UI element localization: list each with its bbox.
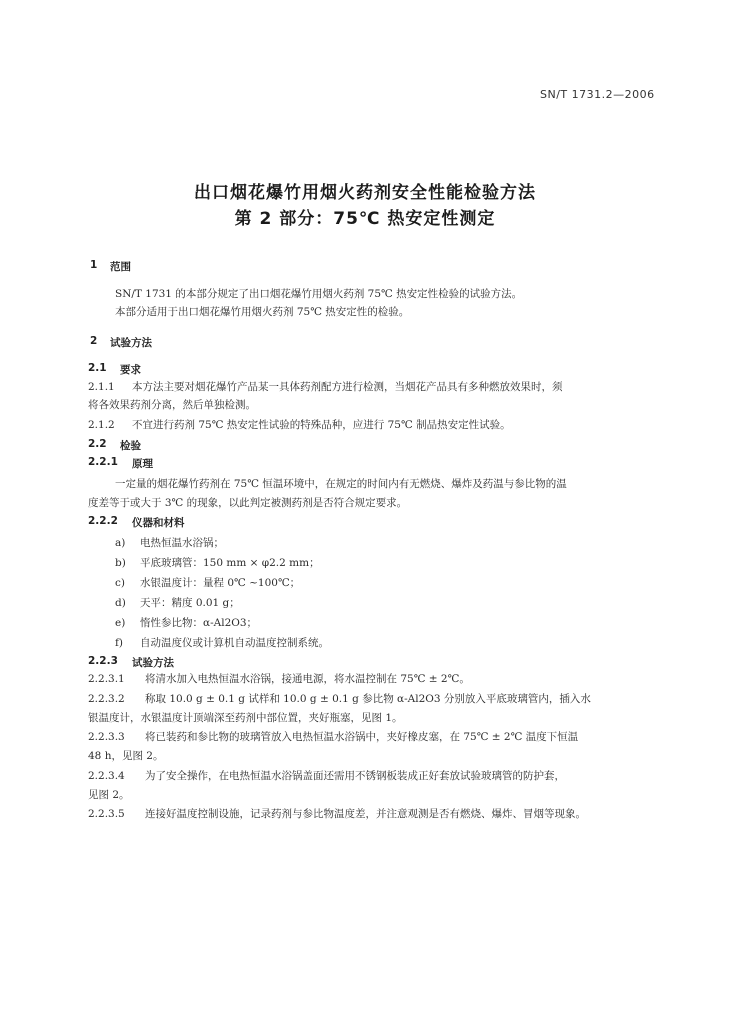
list-item: 平底玻璃管：150 mm × φ2.2 mm； [140,557,320,569]
clause-2-1-1-number: 2.1.1 [88,381,115,393]
clause-2-1-2-text: 不宜进行药剂 75℃ 热安定性试验的特殊品种，应进行 75℃ 制品热安定性试验。 [132,419,511,431]
section-1-paragraph-1: SN/T 1731 的本部分规定了出口烟花爆竹用烟火药剂 75℃ 热安定性检验的试验方法。 [115,288,523,300]
clause-2-2-3-1-text: 将清水加入电热恒温水浴锅，接通电源，将水温控制在 75℃ ± 2℃。 [145,673,470,685]
list-item-mark: d) [115,597,126,609]
clause-2-2-3-3-line-2: 48 h，见图 2。 [88,750,164,762]
section-1-number: 1 [90,259,98,271]
clause-2-1-2-number: 2.1.2 [88,419,115,431]
clause-2-2-2-number: 2.2.2 [88,515,118,527]
clause-2-2-3-5-number: 2.2.3.5 [88,808,125,820]
clause-2-1-1-line-1: 本方法主要对烟花爆竹产品某一具体药剂配方进行检测，当烟花产品具有多种燃放效果时，须 [132,381,563,393]
clause-2-2-3-number: 2.2.3 [88,655,118,667]
list-item-mark: e) [115,617,126,629]
clause-2-2-3-4-number: 2.2.3.4 [88,770,125,782]
clause-2-2-3-title: 试验方法 [132,657,174,669]
list-item-mark: b) [115,557,126,569]
list-item: 水银温度计：量程 0℃ ~100℃； [140,577,301,589]
section-1-heading: 范围 [110,261,131,273]
clause-2-2-3-3-number: 2.2.3.3 [88,731,125,743]
list-item-mark: c) [115,577,125,589]
standard-code: SN/T 1731.2—2006 [540,88,655,101]
list-item: 惰性参比物：α-Al2O3； [140,617,258,629]
list-item: 自动温度仪或计算机自动温度控制系统。 [140,637,329,649]
section-2-number: 2 [90,335,98,347]
clause-2-2-3-2-line-2: 银温度计，水银温度计顶端深至药剂中部位置，夹好瓶塞，见图 1。 [88,712,403,724]
document-title: 出口烟花爆竹用烟火药剂安全性能检验方法 [194,183,536,203]
document-subtitle: 第 2 部分：75℃ 热安定性测定 [234,209,496,229]
clause-2-2-3-2-line-1: 称取 10.0 g ± 0.1 g 试样和 10.0 g ± 0.1 g 参比物 α-Al2O3 分别放入平底玻璃管内，插入水 [145,693,591,705]
clause-2-2-3-4-line-1: 为了安全操作，在电热恒温水浴锅盖面还需用不锈钢板装成正好套放试验玻璃管的防护套， [145,770,565,782]
clause-2-1-number: 2.1 [88,362,107,374]
clause-2-2-1-line-2: 度差等于或大于 3℃ 的现象，以此判定被测药剂是否符合规定要求。 [88,497,408,509]
clause-2-2-3-4-line-2: 见图 2。 [88,789,130,801]
clause-2-2-3-1-number: 2.2.3.1 [88,673,125,685]
list-item: 天平：精度 0.01 g； [140,597,240,609]
section-2-heading: 试验方法 [110,337,152,349]
clause-2-2-1-line-1: 一定量的烟花爆竹药剂在 75℃ 恒温环境中，在规定的时间内有无燃烧、爆炸及药温与参比物的温 [115,478,567,490]
clause-2-1-title: 要求 [120,364,141,376]
clause-2-1-1-line-2: 将各效果药剂分离，然后单独检测。 [88,399,256,411]
clause-2-2-number: 2.2 [88,438,107,450]
clause-2-2-3-3-line-1: 将已装药和参比物的玻璃管放入电热恒温水浴锅中，夹好橡皮塞，在 75℃ ± 2℃ 温度下恒温 [145,731,579,743]
list-item: 电热恒温水浴锅； [140,537,224,549]
section-1-paragraph-2: 本部分适用于出口烟花爆竹用烟火药剂 75℃ 热安定性的检验。 [115,306,410,318]
clause-2-2-2-title: 仪器和材料 [132,517,185,529]
clause-2-2-1-number: 2.2.1 [88,456,118,468]
clause-2-2-title: 检验 [120,440,141,452]
clause-2-2-3-2-number: 2.2.3.2 [88,693,125,705]
list-item-mark: f) [115,637,123,649]
clause-2-2-3-5-text: 连接好温度控制设施，记录药剂与参比物温度差，并注意观测是否有燃烧、爆炸、冒烟等现象。 [145,808,586,820]
clause-2-2-1-title: 原理 [132,458,153,470]
list-item-mark: a) [115,537,126,549]
